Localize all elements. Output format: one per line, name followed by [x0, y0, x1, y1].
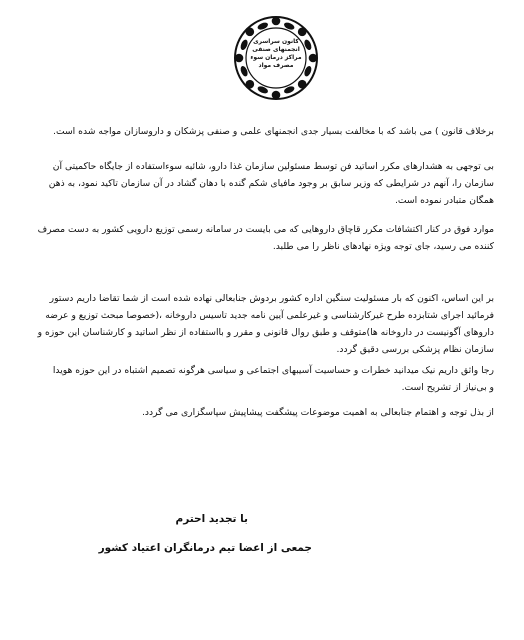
- paragraph-line: رجا واثق داریم نیک میدانید خطرات و حساسیت آسیبهای اجتماعی و سیاسی هرگونه تصمیم اشتباه در این حوزه هویدا: [52, 365, 494, 376]
- paragraph-5: [36, 362, 494, 396]
- logo-text-line: مصرف مواد: [258, 62, 294, 69]
- paragraph-line: بر این اساس، اکنون که بار مسئولیت سنگین اداره کشور بردوش جنابعالی نهاده شده است از شما تقاضا داریم دستور: [49, 293, 494, 304]
- logo-text-line: انجمنهای صنفی: [252, 46, 300, 53]
- paragraph-line: برخلاف قانون ) می باشد که با مخالفت بسیار جدی انجمنهای علمی و صنفی پزشکان و داروسازان مواجه شده است.: [53, 126, 494, 137]
- paragraph-line: بی توجهی به هشدارهای مکرر اساتید فن توسط مسئولین سازمان غذا دارو، شائبه سوءاستفاده از جایگاه حاکمیتی آن: [52, 161, 494, 172]
- figure-head-icon: [246, 28, 255, 37]
- paragraph-line: موارد فوق در کنار اکتشافات مکرر قاچاق داروهایی که می بایست در سامانه رسمی توزیع دارویی کشور به دست مصرف: [37, 224, 494, 235]
- paragraph-2: [36, 158, 494, 209]
- paragraph-4: [36, 290, 494, 358]
- closing-signature: جمعی از اعضا تیم درمانگران اعتیاد کشور: [98, 542, 312, 554]
- paragraph-1: [36, 123, 494, 140]
- paragraph-line: و بی‌نیاز از تشریح است.: [401, 382, 494, 393]
- paragraph-line: کننده می رسید، جای توجه ویژه نهادهای ناظر را می طلبد.: [272, 241, 494, 252]
- figure-head-icon: [272, 91, 281, 100]
- paragraph-6: [36, 404, 494, 421]
- paragraph-3: [36, 221, 494, 255]
- figure-head-icon: [298, 28, 307, 37]
- logo-text: [232, 38, 320, 70]
- paragraph-line: فرمائید اجرای شتابزده طرح غیرکارشناسی و غیرعلمی آیین نامه جدید تاسیس داروخانه ،(خصوصا مبحث توزیع و عرضه: [45, 310, 494, 321]
- closing-greeting: با تجدید احترم: [175, 513, 248, 525]
- organization-logo: [232, 14, 320, 102]
- paragraph-line: داروهای آگونیست در داروخانه ها)متوقف و طبق روال قانونی و مقرر و بااستفاده از نظر اساتید و کارشناسان این حوزه و: [37, 327, 494, 338]
- paragraph-line: سازمان نظام پزشکی بررسی دقیق گردد.: [336, 344, 494, 355]
- figure-head-icon: [272, 17, 281, 26]
- paragraph-line: از بذل توجه و اهتمام جنابعالی به اهمیت موضوعات پیشگفت پیشاپیش سپاسگزاری می گردد.: [141, 407, 494, 418]
- paragraph-line: همگان متبادر نموده است.: [394, 195, 494, 206]
- logo-text-line: مراکز درمان سوء: [250, 54, 302, 61]
- figure-head-icon: [298, 80, 307, 89]
- figure-head-icon: [246, 80, 255, 89]
- logo-text-line: کانون سراسری: [253, 38, 299, 45]
- paragraph-line: سازمان را، آنهم در شرایطی که وزیر سابق بر وجود مافیای شکم گنده با دهان گشاد در آن سازمان تاکید نمود، به ذهن: [48, 178, 494, 189]
